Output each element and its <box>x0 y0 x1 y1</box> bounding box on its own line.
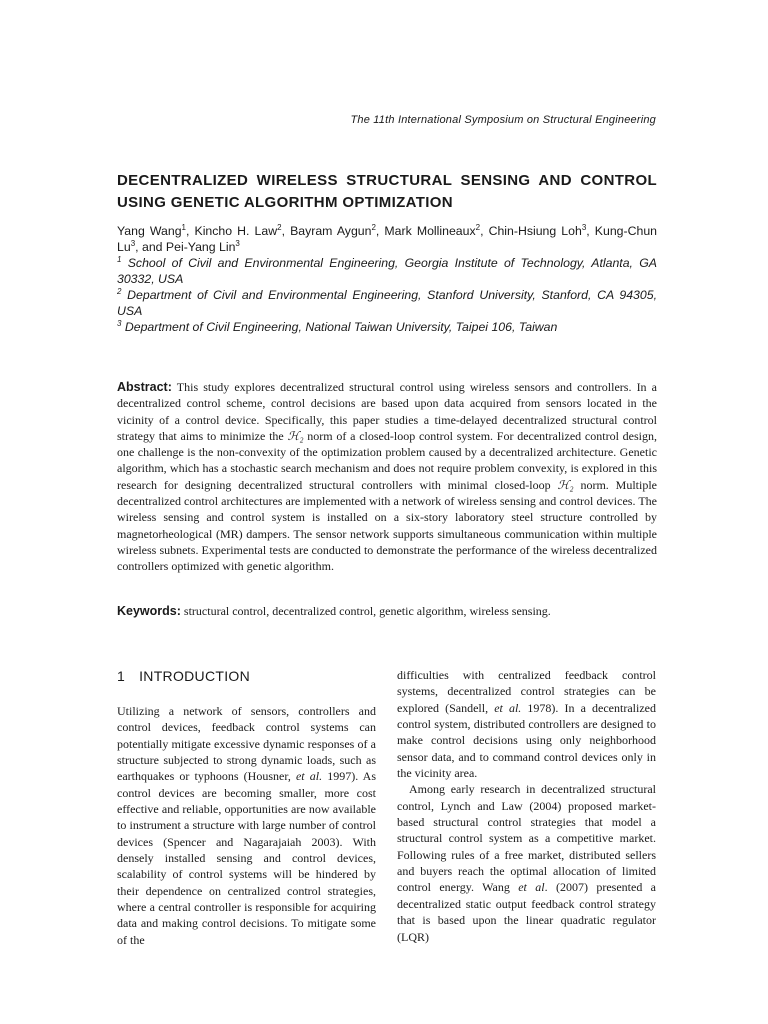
paragraph <box>397 781 656 944</box>
author-separator: , and <box>135 240 166 254</box>
author-name: Mark Mollineaux <box>384 224 476 238</box>
keywords-label: Keywords: <box>117 604 181 618</box>
affiliation-text: Department of Civil Engineering, National Taiwan University, Taipei 106, Taiwan <box>124 320 558 334</box>
author-separator: , <box>375 224 385 238</box>
citation-etal: et al <box>518 880 545 895</box>
citation-etal: et al. <box>494 700 522 715</box>
affiliation-number: 1 <box>117 254 122 264</box>
author-list <box>117 223 657 255</box>
h2-norm-symbol: ℋ₂ <box>557 477 574 492</box>
author-name: Bayram Aygun <box>290 224 372 238</box>
author-name: Kung-Chun Lu <box>117 224 657 254</box>
paragraph <box>117 703 376 948</box>
author-name: Yang Wang <box>117 224 182 238</box>
author-name: Pei-Yang Lin <box>165 240 236 254</box>
author-name: Chin-Hsiung Loh <box>488 224 582 238</box>
author-affiliation-mark: 2 <box>475 222 481 232</box>
author-affiliation-mark: 2 <box>277 222 282 232</box>
paragraph-text: . (2007) presented a decentralized static output feedback control strategy that is based upon the linear quadratic regulator (LQR) <box>397 880 657 944</box>
section-number: 1 <box>117 668 126 684</box>
right-column <box>397 667 656 945</box>
author-separator: , <box>586 224 595 238</box>
paper-title: DECENTRALIZED WIRELESS STRUCTURAL SENSING AND CONTROL USING GENETIC ALGORITHM OPTIMIZATION <box>117 172 657 211</box>
paragraph-text: 1978). In a decentralized control system, distributed controllers are designed to make control decisions using only neighborhood sensor data, and to command control devices only in the vicinity area. <box>397 700 656 781</box>
keywords-text: structural control, decentralized control, genetic algorithm, wireless sensing. <box>183 604 551 618</box>
paragraph <box>397 667 656 781</box>
paragraph-text: 1997). As control devices are becoming smaller, more cost effective and reliable, opportunities are now available to instrument a structure with large number of control devices (Spencer and Nagarajaiah 2003). With densely installed sensing and control devices, scalability of control systems will be hindered by their dependence on centralized control strategies, where a central controller is responsible for acquiring data and making control decisions. To mitigate some of the <box>117 769 377 947</box>
author-separator: , <box>480 224 489 238</box>
paragraph-text: Utilizing a network of sensors, controllers and control devices, feedback control systems can potentially mitigate excessive dynamic responses of a structure subjected to strong dynamic loads, such as earthquakes or typhoons (Housner, <box>117 704 376 784</box>
author-separator: , <box>281 224 291 238</box>
author-affiliation-mark: 1 <box>181 222 186 232</box>
affiliation-text: School of Civil and Environmental Engineering, Georgia Institute of Technology, Atlanta, GA 30332, USA <box>117 256 657 286</box>
h2-norm-symbol: ℋ₂ <box>287 428 304 443</box>
author-affiliation-mark: 3 <box>581 222 587 232</box>
keywords <box>117 603 657 619</box>
abstract-label: Abstract: <box>117 380 172 394</box>
left-column <box>117 703 376 948</box>
citation-etal: et al. <box>295 769 323 784</box>
author-name: Kincho H. Law <box>194 224 278 238</box>
abstract <box>117 379 657 575</box>
affiliation-text: Department of Civil and Environmental Engineering, Stanford University, Stanford, CA 94305, USA <box>117 288 657 318</box>
author-affiliation-mark: 2 <box>371 222 376 232</box>
affiliation-number: 2 <box>117 286 122 296</box>
paragraph-text: Among early research in decentralized structural control, Lynch and Law (2004) proposed market-based structural control strategies that model a structural control system as a competitive market. Following rules of a free market, distributed sellers and buyers reach the optimal allocation of limited control energy. Wang <box>397 782 656 895</box>
section-heading <box>117 668 250 684</box>
affiliation-1 <box>117 255 657 287</box>
conference-header: The 11th International Symposium on Structural Engineering <box>350 114 656 126</box>
section-title: INTRODUCTION <box>139 668 251 684</box>
abstract-text: This study explores decentralized structural control using wireless sensors and controllers. In a decentralized control scheme, control decisions are based upon data acquired from sensors located in the vicinity of a control device. Specifically, this paper studies a time-delayed decentralized structural control strategy that aims to minimize the <box>117 380 657 443</box>
author-affiliation-mark: 3 <box>235 238 240 248</box>
affiliation-2 <box>117 287 657 319</box>
paragraph-text: difficulties with centralized feedback control systems, decentralized control strategies can be explored (Sandell, <box>397 668 656 715</box>
author-affiliation-mark: 3 <box>130 238 136 248</box>
affiliation-3 <box>117 319 657 335</box>
abstract-text: norm of a closed-loop control system. For decentralized control design, one challenge is the non-convexity of the optimization problem caused by a decentralized architecture. Genetic algorithm, which has a stochastic search mechanism and does not require problem convexity, is explored in this research for designing decentralized structural controllers with minimal closed-loop <box>117 428 657 492</box>
author-separator: , <box>186 224 195 238</box>
affiliation-number: 3 <box>117 318 122 328</box>
abstract-text: norm. Multiple decentralized control architectures are implemented with a network of wireless sensing and control devices. The wireless sensing and control system is installed on a six-story laboratory steel structure controlled by magnetorheological (MR) dampers. The sensor network supports simultaneous communication within multiple wireless subnets. Experimental tests are conducted to demonstrate the performance of the wireless decentralized controllers optimized with genetic algorithm. <box>117 477 658 574</box>
